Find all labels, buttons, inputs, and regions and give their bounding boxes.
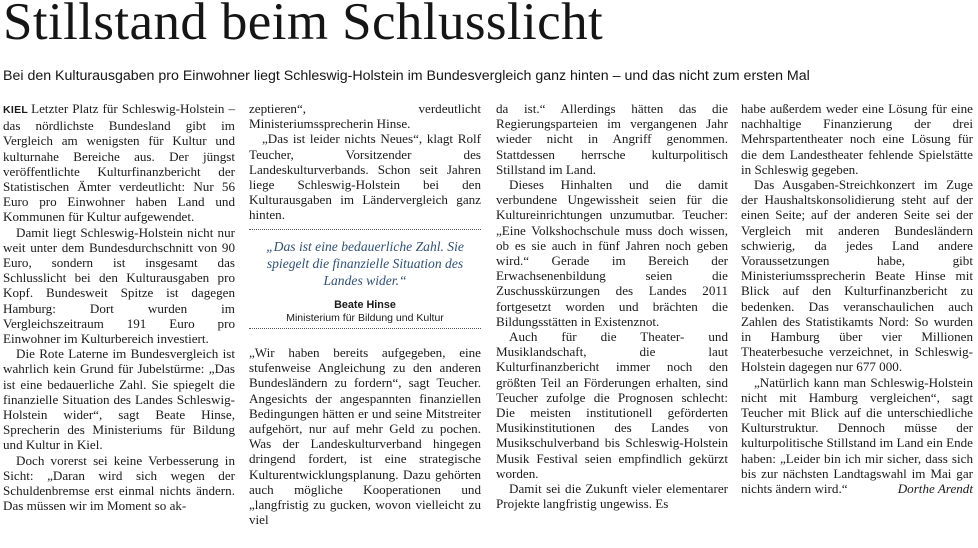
article-paragraph: „Das ist leider nichts Neues“, klagt Rolf Teucher, Vorsitzender des Landeskulturverbands. Schon seit Jahren liege Schleswig-Holstein bei den Kulturausgaben im Ländervergleich ganz hinten.: [249, 131, 481, 223]
article-paragraph: Damit sei die Zukunft vieler elementarer Projekte langfristig ungewiss. Es: [496, 481, 728, 512]
headline: Stillstand beim Schlusslicht: [3, 0, 604, 51]
article-column-3: [496, 101, 728, 511]
author-byline: Dorthe Arendt: [897, 481, 973, 497]
article-paragraph: habe außerdem weder eine Lösung für eine nachhaltige Finanzierung der drei Mehrspartentheater noch eine Lösung für die dem Landestheater fehlende Spielstätte in Schleswig gegeben.: [741, 101, 973, 177]
article-column-2-top: [249, 101, 481, 223]
article-paragraph: zeptieren“, verdeutlicht Ministeriumssprecherin Hinse.: [249, 101, 481, 132]
article-paragraph: [3, 101, 235, 225]
paragraph-text: „Natürlich kann man Schleswig-Holstein nicht mit Hamburg vergleichen“, sagt Teucher mit Blick auf die unterschiedliche Kulturstruktur. Dennoch müsse der kulturpolitische Stillstand im Land ein Ende haben: „Leider bin ich mir sicher, dass sich bis zur nächsten Landtagswahl im Mai gar nichts ändern wird.“: [741, 374, 973, 497]
subheadline: Bei den Kulturausgaben pro Einwohner liegt Schleswig-Holstein im Bundesvergleich ganz hinten – und das nicht zum ersten Mal: [3, 68, 810, 84]
paragraph-text: Letzter Platz für Schleswig-Holstein – das nördlichste Bundesland gibt im Vergleich am wenigsten für Kultur und kulturnahe Bereiche aus. Der jüngst veröffentlichte Kulturfinanzbericht der Statistischen Ämter verdeutlicht: Nur 56 Euro pro Einwohner haben Land und Kommunen für Kultur aufgewendet.: [3, 101, 235, 225]
article-paragraph: Auch für die Theater- und Musiklandschaft, die laut Kulturfinanzbericht immer noch den größten Teil an Förderungen erhalten, sind Teucher zufolge die Prognosen schlecht: Die meisten institutionell geförderten Musikinstitutionen des Landes von Musikschulverband bis Schleswig-Holstein Musik Festival seien empfindlich gekürzt worden.: [496, 329, 728, 481]
article-paragraph: Die Rote Laterne im Bundesvergleich ist wahrlich kein Grund für Jubelstürme: „Das ist eine bedauerliche Zahl. Sie spiegelt die finanzielle Situation des Landes Schleswig-Holstein wider“, sagt Beate Hinse, Sprecherin des Ministeriums für Bildung und Kultur in Kiel.: [3, 346, 235, 453]
pull-quote-role: Ministerium für Bildung und Kultur: [286, 312, 444, 324]
pull-quote-name: Beate Hinse: [334, 299, 396, 311]
article-paragraph: Dieses Hinhalten und die damit verbundene Ungewissheit seien für die Kultureinrichtungen unzumutbar. Teucher: „Eine Volkshochschule muss doch wissen, ob es sie auch in fünf Jahren noch geben wird.“ Gerade im Bereich der Erwachsenenbildung seien die Zuschusskürzungen des Landes 2011 fortgesetzt worden und brächten die Bildungsstätten in Existenznot.: [496, 177, 728, 329]
article-column-1: [3, 101, 235, 513]
article-paragraph: „Wir haben bereits aufgegeben, eine stufenweise Angleichung zu den anderen Bundesländern zu fordern“, sagt Teucher. Angesichts der angespannten finanziellen Bedingungen hätten er und seine Mitstreiter aufgehört, nur auf mehr Geld zu pochen. Was der Landeskulturverband hingegen dringend fordert, ist eine strategische Kulturentwicklungsplanung. Dazu gehörten auch mögliche Kooperationen und „langfristig zu gucken, wovon vielleicht zu viel: [249, 345, 481, 528]
article-paragraph: [741, 375, 973, 497]
article-paragraph: Damit liegt Schleswig-Holstein nicht nur weit unter dem Bundesdurchschnitt von 90 Euro, sondern ist insgesamt das Schlusslicht bei den Kulturausgaben pro Kopf. Bundesweit Spitze ist dagegen Hamburg: Dort wurden im Vergleichszeitraum 191 Euro pro Einwohner im Kulturbereich investiert.: [3, 224, 235, 347]
article-paragraph: Das Ausgaben-Streichkonzert im Zuge der Haushaltskonsolidierung steht auf der einen Seite; auf der anderen Seite sei der Vergleich mit anderen Bundesländern schwierig, da jedes Land andere Voraussetzungen habe, gibt Ministeriumssprecherin Beate Hinse mit Blick auf den Kulturfinanzbericht zu bedenken. Das veranschaulichen auch Zahlen des Statistikamts Nord: So wurden in Hamburg über vier Millionen Theaterbesuche verzeichnet, in Schleswig-Holstein dagegen nur 677 000.: [741, 177, 973, 375]
article-column-4: [741, 101, 973, 496]
article-paragraph: da ist.“ Allerdings hätten das die Regierungsparteien im vergangenen Jahr wieder nicht in Angriff genommen. Stattdessen herrsche kulturpolitisch Stillstand im Land.: [496, 101, 728, 177]
pull-quote-text: „Das ist eine bedauerliche Zahl. Sie spiegelt die finanzielle Situation des Landes wider.“: [266, 239, 464, 288]
dateline: KIEL: [3, 104, 29, 116]
pull-quote: [249, 229, 481, 329]
article-paragraph: Doch vorerst sei keine Verbesserung in Sicht: „Daran wird sich wegen der Schuldenbremse erst einmal nichts ändern. Das müssen wir im Moment so ak-: [3, 452, 235, 514]
article-column-2-bottom: [249, 345, 481, 527]
